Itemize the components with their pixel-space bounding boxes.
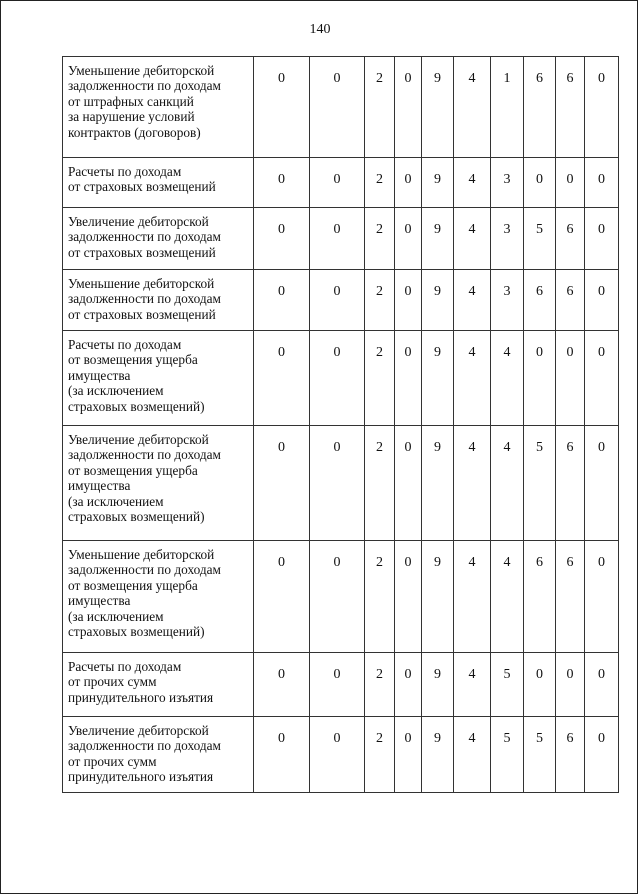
code-digit-cell: 0 <box>585 653 619 717</box>
code-digit-cell: 0 <box>395 158 422 208</box>
code-digit-cell: 0 <box>254 208 310 270</box>
code-digit-cell: 4 <box>454 270 491 331</box>
row-label-line: от возмещения ущерба <box>68 462 198 478</box>
code-digit-cell: 4 <box>454 331 491 426</box>
row-label-line: Уменьшение дебиторской <box>68 276 215 291</box>
row-label-line: от страховых возмещений <box>68 306 216 322</box>
row-label-line: принудительного изъятия <box>68 769 214 785</box>
row-label-line: принудительного изъятия <box>68 689 214 705</box>
code-digit-cell: 0 <box>585 426 619 541</box>
code-digit-cell: 9 <box>422 717 454 793</box>
code-digit-cell: 0 <box>395 208 422 270</box>
code-digit-cell: 0 <box>585 208 619 270</box>
code-digit-cell: 6 <box>556 717 585 793</box>
code-digit-cell: 4 <box>454 541 491 653</box>
code-digit-cell: 0 <box>310 331 365 426</box>
row-label-line: от возмещения ущерба <box>68 352 198 368</box>
row-label-line: от прочих сумм <box>68 674 157 690</box>
row-label-line: задолженности по доходам <box>68 291 221 307</box>
code-digit-cell: 6 <box>524 270 556 331</box>
code-digit-cell: 4 <box>491 331 524 426</box>
row-label-line: имущества <box>68 367 131 383</box>
code-digit-cell: 0 <box>254 57 310 158</box>
row-label-line: от страховых возмещений <box>68 244 216 260</box>
row-label-line: Уменьшение дебиторской <box>68 63 215 78</box>
code-digit-cell: 2 <box>365 270 395 331</box>
code-digit-cell: 0 <box>524 158 556 208</box>
row-label-line: Расчеты по доходам <box>68 337 182 352</box>
code-digit-cell: 4 <box>454 717 491 793</box>
table-row <box>63 426 619 541</box>
table-body <box>63 57 619 793</box>
row-label-line: от страховых возмещений <box>68 179 216 195</box>
code-digit-cell: 0 <box>585 717 619 793</box>
table-row <box>63 158 619 208</box>
code-digit-cell: 3 <box>491 158 524 208</box>
row-label <box>63 270 254 331</box>
code-digit-cell: 0 <box>585 331 619 426</box>
code-digit-cell: 9 <box>422 541 454 653</box>
code-digit-cell: 3 <box>491 270 524 331</box>
table-row <box>63 208 619 270</box>
table-row <box>63 270 619 331</box>
row-label-line: от прочих сумм <box>68 753 157 769</box>
code-digit-cell: 0 <box>310 270 365 331</box>
code-digit-cell: 2 <box>365 208 395 270</box>
code-digit-cell: 6 <box>556 208 585 270</box>
code-digit-cell: 0 <box>254 331 310 426</box>
row-label-line: задолженности по доходам <box>68 738 221 754</box>
row-label-line: Увеличение дебиторской <box>68 214 209 229</box>
code-digit-cell: 5 <box>524 717 556 793</box>
code-digit-cell: 0 <box>585 541 619 653</box>
code-digit-cell: 5 <box>524 208 556 270</box>
code-digit-cell: 2 <box>365 158 395 208</box>
code-digit-cell: 0 <box>395 541 422 653</box>
code-digit-cell: 0 <box>310 653 365 717</box>
code-digit-cell: 1 <box>491 57 524 158</box>
row-label-line: (за исключением <box>68 493 164 509</box>
code-digit-cell: 6 <box>556 541 585 653</box>
row-label-line: Расчеты по доходам <box>68 659 182 674</box>
code-digit-cell: 9 <box>422 158 454 208</box>
code-digit-cell: 4 <box>454 57 491 158</box>
code-digit-cell: 6 <box>524 57 556 158</box>
row-label <box>63 57 254 158</box>
code-digit-cell: 9 <box>422 426 454 541</box>
code-digit-cell: 0 <box>310 426 365 541</box>
code-digit-cell: 0 <box>254 270 310 331</box>
row-label-line: Уменьшение дебиторской <box>68 547 215 562</box>
table-row <box>63 541 619 653</box>
code-digit-cell: 0 <box>310 57 365 158</box>
row-label-line: контрактов (договоров) <box>68 124 201 140</box>
table-row <box>63 331 619 426</box>
code-digit-cell: 0 <box>254 717 310 793</box>
code-digit-cell: 6 <box>556 270 585 331</box>
row-label-line: имущества <box>68 478 131 494</box>
code-digit-cell: 6 <box>524 541 556 653</box>
row-label <box>63 541 254 653</box>
table-row <box>63 57 619 158</box>
code-digit-cell: 9 <box>422 270 454 331</box>
code-digit-cell: 6 <box>556 426 585 541</box>
row-label <box>63 208 254 270</box>
code-digit-cell: 0 <box>395 717 422 793</box>
row-label-line: от возмещения ущерба <box>68 577 198 593</box>
code-digit-cell: 0 <box>395 653 422 717</box>
code-digit-cell: 0 <box>524 653 556 717</box>
code-digit-cell: 2 <box>365 717 395 793</box>
code-digit-cell: 9 <box>422 57 454 158</box>
code-digit-cell: 0 <box>395 57 422 158</box>
code-digit-cell: 0 <box>254 158 310 208</box>
code-digit-cell: 4 <box>491 541 524 653</box>
code-digit-cell: 4 <box>454 208 491 270</box>
row-label-line: Расчеты по доходам <box>68 164 182 179</box>
row-label <box>63 331 254 426</box>
code-digit-cell: 4 <box>454 426 491 541</box>
row-label-line: страховых возмещений) <box>68 624 205 640</box>
code-digit-cell: 5 <box>491 653 524 717</box>
row-label <box>63 426 254 541</box>
page-number: 140 <box>309 22 331 37</box>
code-digit-cell: 0 <box>524 331 556 426</box>
code-digit-cell: 0 <box>585 57 619 158</box>
code-digit-cell: 0 <box>310 208 365 270</box>
table-row <box>63 653 619 717</box>
row-label <box>63 717 254 793</box>
codes-table <box>62 56 619 793</box>
code-digit-cell: 0 <box>254 426 310 541</box>
code-digit-cell: 0 <box>585 158 619 208</box>
row-label <box>63 158 254 208</box>
row-label-line: (за исключением <box>68 608 164 624</box>
code-digit-cell: 9 <box>422 653 454 717</box>
row-label-line: страховых возмещений) <box>68 398 205 414</box>
row-label-line: страховых возмещений) <box>68 509 205 525</box>
code-digit-cell: 0 <box>310 158 365 208</box>
code-digit-cell: 9 <box>422 208 454 270</box>
code-digit-cell: 0 <box>310 717 365 793</box>
code-digit-cell: 0 <box>254 541 310 653</box>
code-digit-cell: 5 <box>524 426 556 541</box>
code-digit-cell: 4 <box>454 653 491 717</box>
code-digit-cell: 0 <box>395 331 422 426</box>
table-row <box>63 717 619 793</box>
code-digit-cell: 2 <box>365 541 395 653</box>
code-digit-cell: 3 <box>491 208 524 270</box>
code-digit-cell: 0 <box>310 541 365 653</box>
row-label-line: задолженности по доходам <box>68 229 221 245</box>
row-label-line: Увеличение дебиторской <box>68 723 209 738</box>
code-digit-cell: 2 <box>365 426 395 541</box>
code-digit-cell: 0 <box>556 158 585 208</box>
row-label-line: задолженности по доходам <box>68 447 221 463</box>
code-digit-cell: 4 <box>454 158 491 208</box>
code-digit-cell: 9 <box>422 331 454 426</box>
row-label-line: от штрафных санкций <box>68 93 194 109</box>
row-label-line: задолженности по доходам <box>68 78 221 94</box>
code-digit-cell: 4 <box>491 426 524 541</box>
row-label-line: (за исключением <box>68 383 164 399</box>
row-label-line: Увеличение дебиторской <box>68 432 209 447</box>
row-label-line: задолженности по доходам <box>68 562 221 578</box>
code-digit-cell: 6 <box>556 57 585 158</box>
code-digit-cell: 0 <box>395 426 422 541</box>
code-digit-cell: 5 <box>491 717 524 793</box>
code-digit-cell: 2 <box>365 57 395 158</box>
code-digit-cell: 0 <box>556 653 585 717</box>
code-digit-cell: 0 <box>254 653 310 717</box>
row-label-line: за нарушение условий <box>68 109 195 125</box>
row-label <box>63 653 254 717</box>
code-digit-cell: 0 <box>585 270 619 331</box>
code-digit-cell: 2 <box>365 653 395 717</box>
code-digit-cell: 2 <box>365 331 395 426</box>
row-label-line: имущества <box>68 593 131 609</box>
code-digit-cell: 0 <box>556 331 585 426</box>
code-digit-cell: 0 <box>395 270 422 331</box>
